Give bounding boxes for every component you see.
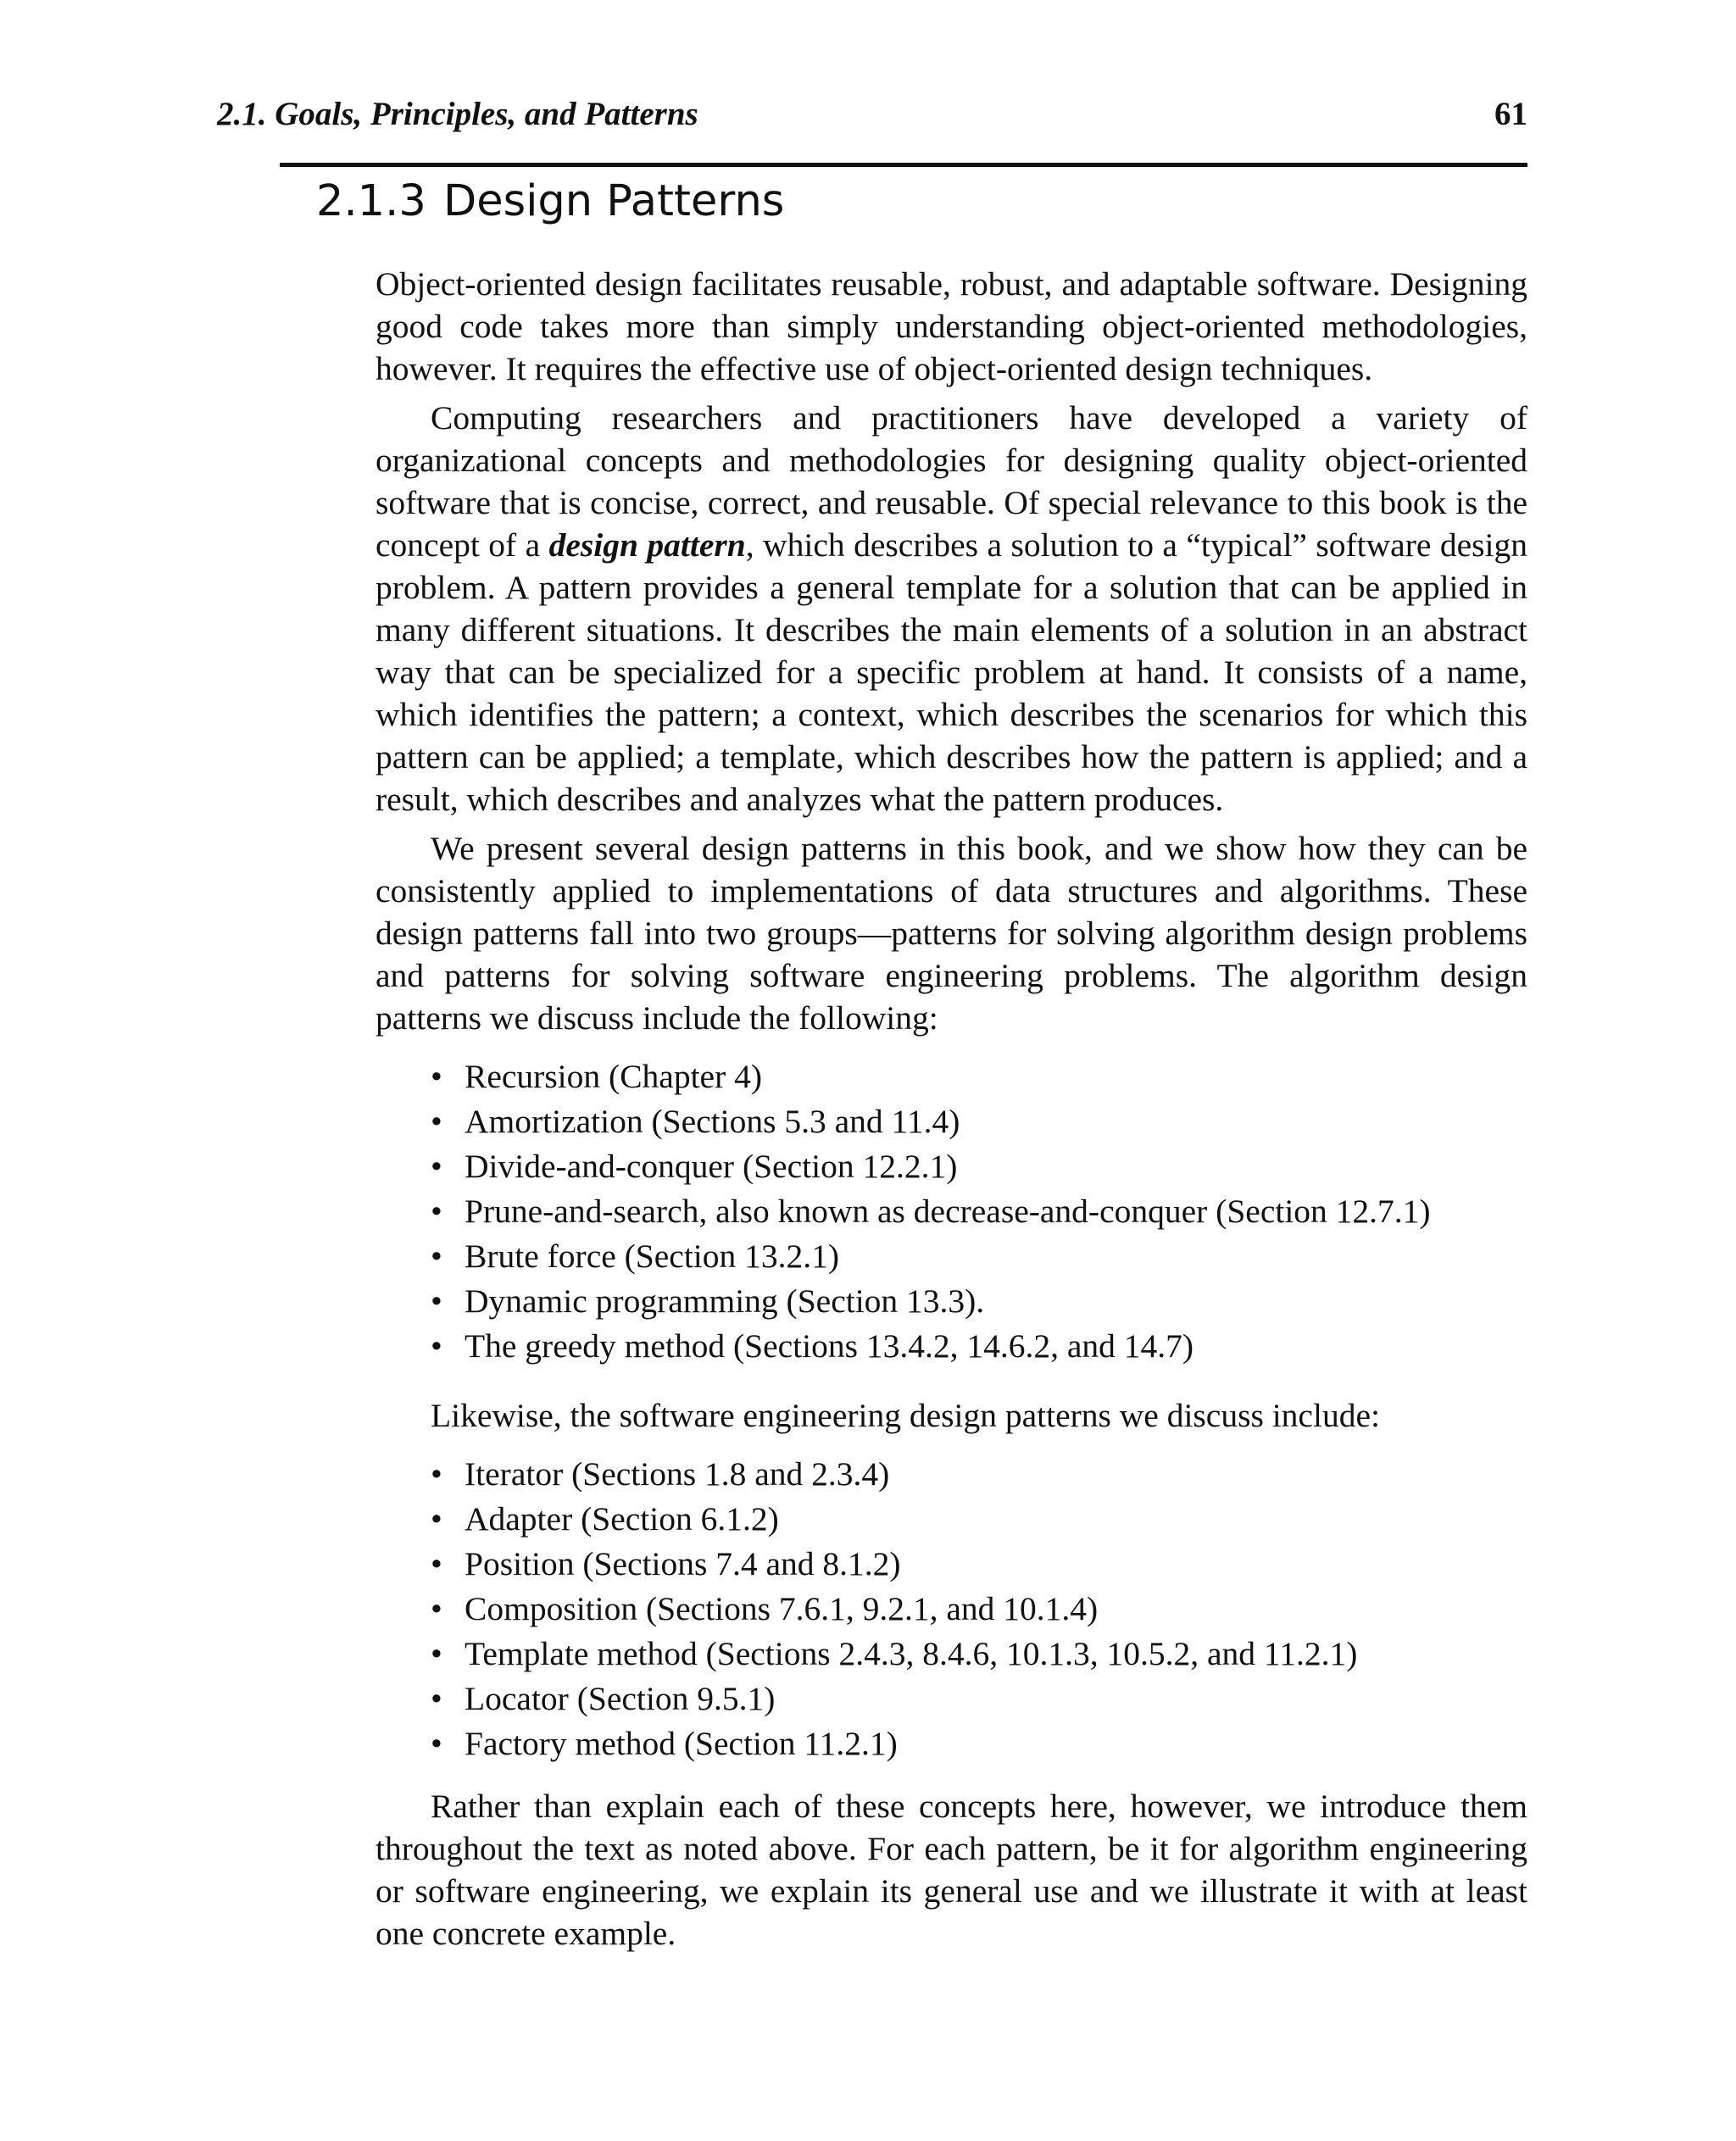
list-item <box>431 1721 1527 1766</box>
paragraph-pattern-groups: We present several design patterns in this book, and we show how they can be consistently applied to implementations of data structures and algorithms. These design patterns fall into two groups—patterns for solving algorithm design problems and patterns for solving software engineering problems. The algorithm design patterns we discuss include the following: <box>376 830 1527 1037</box>
bullet-icon: • <box>431 1282 442 1320</box>
bullet-icon: • <box>431 1680 442 1717</box>
bullet-icon: • <box>431 1500 442 1538</box>
term-design-pattern: design pattern <box>548 526 746 564</box>
list-item <box>431 1054 1527 1099</box>
section-title: Design Patterns <box>443 176 785 226</box>
section-number: 2.1.3 <box>316 176 426 226</box>
paragraph-design-pattern-definition <box>376 397 1527 820</box>
bullet-icon: • <box>431 1237 442 1275</box>
list-item-text: Dynamic programming (Section 13.3). <box>465 1282 985 1320</box>
running-title: 2.1. Goals, Principles, and Patterns <box>217 96 698 132</box>
list-item <box>431 1587 1527 1632</box>
list-item-text: Factory method (Section 11.2.1) <box>465 1725 898 1762</box>
list-item-text: Composition (Sections 7.6.1, 9.2.1, and 10.1.4) <box>465 1590 1099 1627</box>
list-item-text: Position (Sections 7.4 and 8.1.2) <box>465 1545 901 1582</box>
list-item-text: Locator (Section 9.5.1) <box>465 1680 776 1717</box>
header-rule <box>280 163 1527 167</box>
list-item-text: Recursion (Chapter 4) <box>465 1058 763 1095</box>
paragraph-text: , which describes a solution to a “typical” software design problem. A pattern provides a general template for a solution that can be applied in many different situations. It describes the main elements of a solution in an abstract way that can be specialized for a specific problem at hand. It consists of a name, which identifies the pattern; a context, which describes the scenarios for which this pattern can be applied; a template, which describes how the pattern is applied; and a result, which describes and analyzes what the pattern produces. <box>376 526 1527 818</box>
bullet-icon: • <box>431 1635 442 1672</box>
paragraph-intro: Object-oriented design facilitates reusable, robust, and adaptable software. Designing good code takes more than simply understanding object-oriented methodologies, however. It requires the effective use of object-oriented design techniques. <box>376 265 1527 387</box>
list-item <box>431 1099 1527 1144</box>
list-item-text: Prune-and-search, also known as decrease-and-conquer (Section 12.7.1) <box>465 1193 1431 1230</box>
running-header <box>217 95 1527 146</box>
list-item-text: Adapter (Section 6.1.2) <box>465 1500 779 1538</box>
list-item <box>431 1677 1527 1721</box>
bullet-icon: • <box>431 1148 442 1185</box>
list-item-text: Iterator (Sections 1.8 and 2.3.4) <box>465 1455 890 1493</box>
bullet-icon: • <box>431 1193 442 1230</box>
list-item-text: Brute force (Section 13.2.1) <box>465 1237 840 1275</box>
software-patterns-list <box>431 1452 1527 1766</box>
list-item <box>431 1497 1527 1542</box>
algorithm-patterns-list <box>431 1054 1527 1369</box>
page-number: 61 <box>1494 96 1527 132</box>
paragraph-conclusion: Rather than explain each of these concepts here, however, we introduce them throughout the text as noted above. For each pattern, be it for algorithm engineering or software engineering, we explain its general use and we illustrate it with at least one concrete example. <box>376 1788 1527 1952</box>
list-item-text: Template method (Sections 2.4.3, 8.4.6, 10.1.3, 10.5.2, and 11.2.1) <box>465 1635 1358 1672</box>
list-item-text: The greedy method (Sections 13.4.2, 14.6.2, and 14.7) <box>465 1327 1194 1365</box>
list-item <box>431 1189 1527 1234</box>
bullet-icon: • <box>431 1455 442 1493</box>
list-item <box>431 1144 1527 1189</box>
bullet-icon: • <box>431 1327 442 1365</box>
list-item-text: Amortization (Sections 5.3 and 11.4) <box>465 1103 960 1140</box>
list-item <box>431 1542 1527 1587</box>
list-item-text: Divide-and-conquer (Section 12.2.1) <box>465 1148 958 1185</box>
bullet-icon: • <box>431 1058 442 1095</box>
list-item <box>431 1234 1527 1279</box>
list-item <box>431 1279 1527 1324</box>
bullet-icon: • <box>431 1725 442 1762</box>
list-item <box>431 1452 1527 1497</box>
list-item <box>431 1632 1527 1677</box>
bullet-icon: • <box>431 1545 442 1582</box>
bullet-icon: • <box>431 1590 442 1627</box>
paragraph-software-lead-in: Likewise, the software engineering design patterns we discuss include: <box>431 1397 1380 1434</box>
list-item <box>431 1324 1527 1369</box>
section-heading <box>316 176 784 226</box>
paragraph-text: Computing researchers and practitioners have developed a variety of organizational concepts and methodologies for designing quality object-oriented software that is concise, correct, and reusable. Of special relevance to this book is the concept of a <box>376 399 1527 564</box>
bullet-icon: • <box>431 1103 442 1140</box>
body-text <box>376 263 1527 1961</box>
